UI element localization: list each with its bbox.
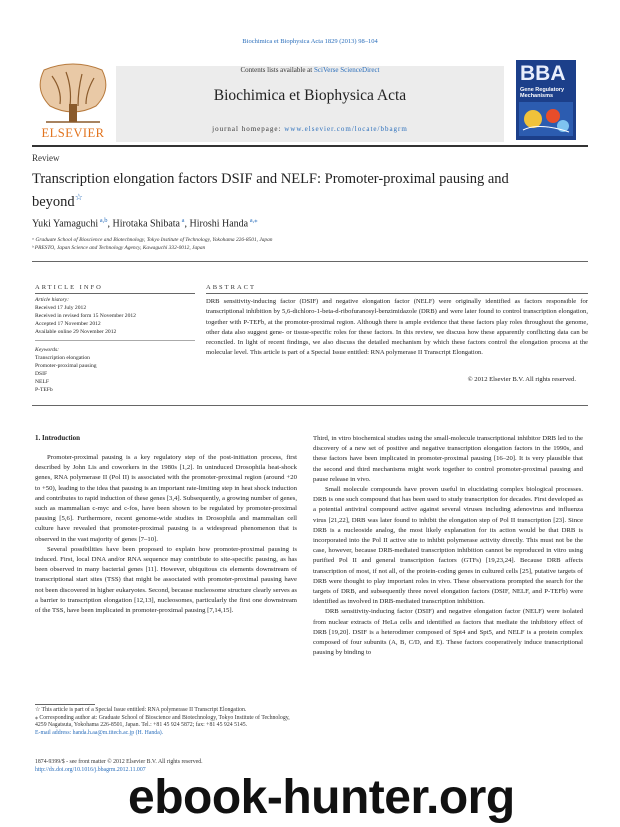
article-info-heading: ARTICLE INFO [35,284,103,291]
history-label: Article history: [35,297,70,303]
abstract-heading: ABSTRACT [206,284,256,291]
keywords-label: Keywords: [35,347,60,353]
homepage-link[interactable]: www.elsevier.com/locate/bbagrm [284,125,408,133]
keyword-item: Promoter-proximal pausing [35,363,97,370]
divider-rule [32,261,588,262]
keyword-item: DSIF [35,371,48,378]
history-item: Received in revised form 15 November 2012 [35,313,136,320]
affiliation-item: ᵃ Graduate School of Bioscience and Biotechnology, Tokyo Institute of Technology, Yokohama 226-8501, Japan [32,237,273,243]
author-list [32,216,258,229]
body-paragraph: Third, in vitro biochemical studies using the small-molecule transcriptional inhibitor DRB led to the discovery of a new set of positive and negative transcription elongation factors in the 1990s, and these factors have been implicated in promoter-proximal pausing [16–20]. It is very plausible that the second and third mechanisms might work together to control promoter-proximal pausing and pause release in vivo. [313,435,583,483]
cover-art-icon [519,102,573,136]
keywords [35,346,195,395]
divider-rule [206,293,588,294]
keyword-item: P-TEFb [35,387,53,394]
publisher-logo-text: ELSEVIER [41,126,105,140]
history-item: Available online 29 November 2012 [35,329,117,336]
footnote-rule [35,704,95,705]
footnote-item: ⁎ Corresponding author at: Graduate School of Bioscience and Biotechnology, Tokyo Institute of Technology, 4259 Nagatsuta, Yokohama 226-8501, Japan. Tel.: +81 45 924 5872; fax: +81 45 924 5145. [35,714,290,729]
divider-rule [35,340,195,341]
footnote-item: ☆ This article is part of a Special Issue entitled: RNA polymerase II Transcript Elongation. [35,707,247,713]
keyword-item: NELF [35,379,49,386]
body-column-right [313,434,583,658]
article-title [32,170,552,211]
issn-line: 1874-9399/$ - see front matter © 2012 Elsevier B.V. All rights reserved. [35,759,203,765]
title-footnote-mark[interactable]: ☆ [74,192,83,202]
footnote-email[interactable]: E-mail address: handa.h.aa@m.titech.ac.jp (H. Handa). [35,729,164,736]
doi-link[interactable]: http://dx.doi.org/10.1016/j.bbagrm.2012.11.007 [35,766,146,773]
affiliation-item: ᵇ PRESTO, Japan Science and Technology Agency, Kawaguchi 332-0012, Japan [32,245,206,251]
elsevier-tree-icon [32,60,114,142]
contents-line [116,66,504,74]
contents-prefix: Contents lists available at [240,66,313,74]
journal-title: Biochimica et Biophysica Acta [213,87,407,104]
body-paragraph: Small molecule compounds have proven useful in elucidating complex biological processes. DRB is one such compound that has been used to study transcription for decades. First developed as a potential antiviral compound active against several viruses including adenovirus and influenza virus [21,22], DRB was later found to inhibit the elongation step of Pol II transcription [23]. Since DRB is a nucleoside analog, the most likely explanation for its action would be that DRB is incorporated into the Pol II active site to inhibit polymerase activity directly. This must not be the case, however, because DRB-mediated transcription inhibition cannot be reproduced in vitro using purified Pol II and general transcription factors (GTFs) [19,23,24]. Because DRB affects transcription of most, if not all, of the protein-coding genes in cultured cells [25], putative targets of DRB were thought to play important roles in vivo. These observations prompted the search for the targets of DRB, and subsequently three novel elongation factors (DSIF, NELF, and P-TEFb) were identified as involved in DRB-mediated transcription inhibition. [313,486,583,606]
history-item: Received 17 July 2012 [35,305,87,312]
author-affiliation-mark[interactable]: a,⁎ [248,217,258,224]
divider-rule [35,293,195,294]
body-paragraph: DRB sensitivity-inducing factor (DSIF) and negative elongation factor (NELF) were isolated from nuclear extracts of HeLa cells and identified as factors that mediate the inhibitory effect of DRB [19,20]. DSIF is a heterodimer composed of Spt4 and Spt5, and NELF is a protein complex composed of four subunits (A, B, C/D, and E). These factors cooperatively induce transcriptional pausing by binding to [313,608,583,657]
header-rule [32,145,588,147]
affiliations [32,236,273,252]
author-name: , Hiroshi Handa [184,218,249,230]
author-affiliation-mark[interactable]: a,b [98,217,108,224]
homepage-prefix: journal homepage: [212,125,282,133]
watermark-text: ebook-hunter.org [128,771,515,824]
divider-rule [32,405,588,406]
keyword-item: Transcription elongation [35,355,90,362]
body-paragraph: Several possibilities have been proposed to explain how promoter-proximal pausing is induced. First, local DNA and/or RNA sequence may contribute to site-specific pausing, as has been observed in many bacterial genes [11]. However, ubiquitous cis elements downstream of transcriptional start sites (TSS) that might be associated with promoter-proximal pausing have not been discovered in higher eukaryotes. Second, because nucleosome structure clearly serves as a barrier to transcription elongation [12,13], nucleosomes, particularly the first one downstream of the TSS, have been implicated in promoter-proximal pausing [7,14,15]. [35,545,297,615]
article-history [35,296,195,336]
sciencedirect-link[interactable]: SciVerse ScienceDirect [314,66,380,74]
history-item: Accepted 17 November 2012 [35,321,101,328]
body-paragraph: Promoter-proximal pausing is a key regulatory step of the post-initiation process, first described by John Lis and coworkers in the 1980s [1,2]. In uninduced Drosophila heat-shock genes, RNA polymerase II (Pol II) is associated with the promoter-proximal region (around +20 to +50), leading to the idea that pausing is an important rate-limiting step in heat shock induction and contributes to rapid induction of these genes [3,4]. Subsequently, a growing number of genes, such as mammalian c-myc and c-fos, have been shown to be regulated by promoter-proximal pausing [5,6]. Furthermore, recent genome-wide studies in Drosophila and mammalian cell culture have revealed that promoter-proximal pausing is a widespread phenomenon that is observed in the vast majority of genes [7–10]. [35,454,297,543]
abstract-copyright: © 2012 Elsevier B.V. All rights reserved. [467,376,576,383]
journal-citation[interactable]: Biochimica et Biophysica Acta 1829 (2013) 98–104 [242,38,378,45]
journal-cover [516,60,576,140]
author-name: Yuki Yamaguchi [32,218,99,230]
journal-homepage [116,125,504,133]
section-heading-introduction: 1. Introduction [35,434,80,442]
abstract-text: DRB sensitivity-inducing factor (DSIF) and negative elongation factor (NELF) were originally identified as factors responsible for transcriptional inhibition by 5,6-dichloro-1-beta-d-ribofuranosyl-benzimidazole (DRB) and were later found to control transcription elongation, together with P-TEFb, at the promoter-proximal region. Although there is ample evidence that these factors play roles throughout the genome, other data also suggest gene- or tissue-specific roles for these factors. In this review, we discuss how these apparently conflicting data can be reconciled. In light of recent findings, we also discuss the detailed mechanism by which these factors control the elongation process at the molecular level. This article is part of a Special Issue entitled: RNA polymerase II Transcript Elongation. [206,298,588,357]
body-column-left [35,453,297,616]
cover-subtitle: Gene Regulatory Mechanisms [520,87,565,99]
author-affiliation-mark[interactable]: a [180,217,185,224]
footnotes [35,707,297,737]
author-name: , Hirotaka Shibata [107,218,180,230]
elsevier-logo [32,60,114,142]
article-title-text: Transcription elongation factors DSIF and NELF: Promoter-proximal pausing and beyond [32,171,509,210]
article-section-label: Review [32,153,60,163]
cover-title: BBA [520,62,566,85]
